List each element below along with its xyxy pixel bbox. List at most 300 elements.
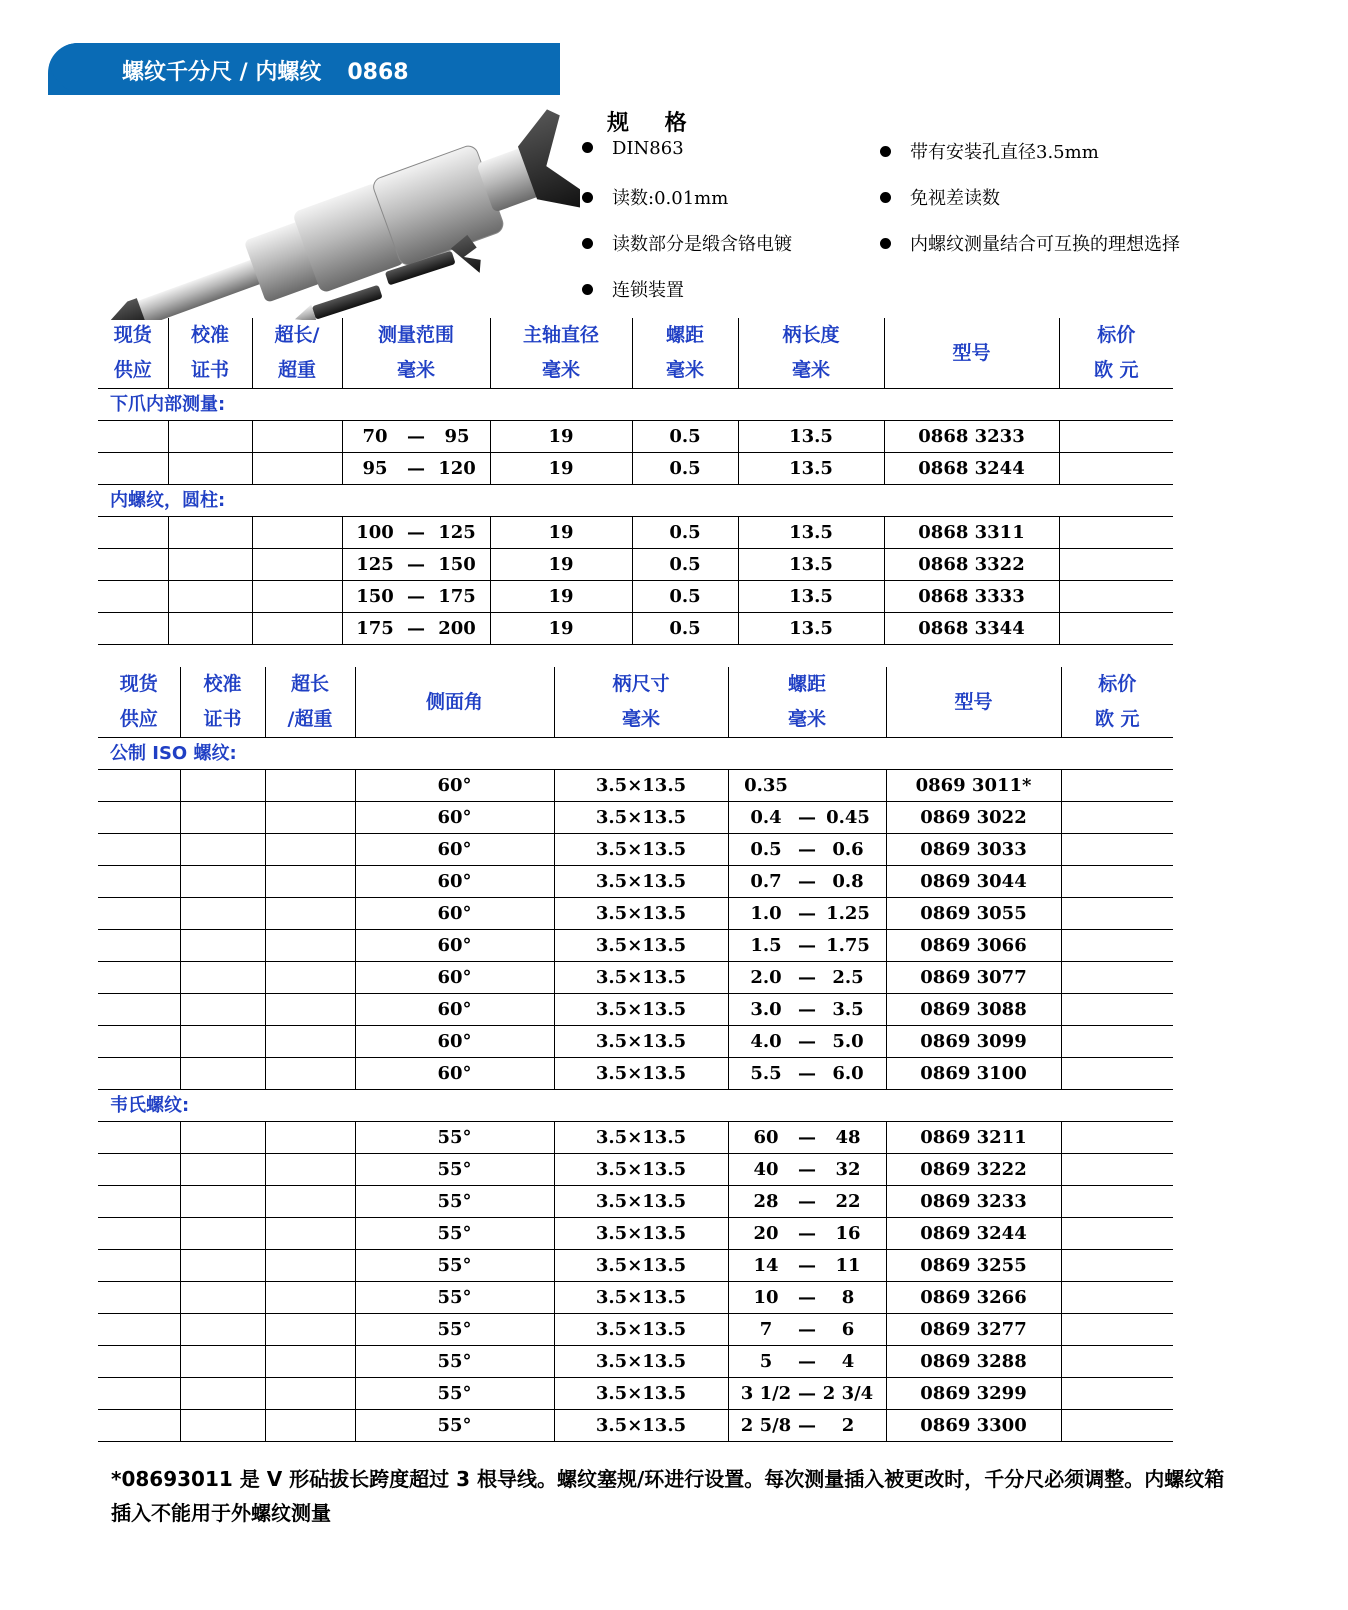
table-row: [98, 866, 1173, 898]
range-dash: —: [407, 426, 425, 447]
certificate-cell: [180, 1154, 265, 1186]
table-row: [98, 898, 1173, 930]
oversize-cell: [265, 994, 355, 1026]
shank-size-cell: 3.5×13.5: [554, 1378, 728, 1410]
range-dash: —: [798, 935, 816, 956]
flank-angle-cell: 55°: [355, 1154, 554, 1186]
range-cell: [728, 1378, 886, 1410]
oversize-cell: [265, 1250, 355, 1282]
certificate-cell: [180, 1314, 265, 1346]
model-cell: 0869 3099: [886, 1026, 1061, 1058]
shank-size-cell: 3.5×13.5: [554, 1058, 728, 1090]
column-header-line: 欧 元: [1093, 359, 1139, 381]
model-cell: 0869 3299: [886, 1378, 1061, 1410]
range-cell: [728, 834, 886, 866]
table-row: [98, 581, 1173, 613]
model-cell: 0869 3255: [886, 1250, 1061, 1282]
table-row: [98, 1314, 1173, 1346]
range-dash: —: [407, 618, 425, 639]
range-to: 3.5: [832, 999, 864, 1020]
certificate-cell: [180, 1218, 265, 1250]
range-cell: [728, 1218, 886, 1250]
range-cell: [728, 1346, 886, 1378]
oversize-cell: [252, 453, 342, 485]
table-row: [98, 962, 1173, 994]
flank-angle-cell: 60°: [355, 898, 554, 930]
price-cell: [1061, 802, 1173, 834]
range-dash: —: [798, 1191, 816, 1212]
flank-angle-cell: 60°: [355, 802, 554, 834]
shank-size-cell: 3.5×13.5: [554, 1186, 728, 1218]
range-from: 1.0: [750, 903, 782, 924]
flank-angle-cell: 55°: [355, 1186, 554, 1218]
spindle-diameter-cell: 19: [490, 613, 632, 645]
oversize-cell: [252, 581, 342, 613]
price-cell: [1059, 453, 1173, 485]
certificate-cell: [180, 1346, 265, 1378]
column-header-line: 证书: [203, 708, 242, 730]
range-from: 175: [356, 618, 394, 639]
stock-cell: [98, 613, 168, 645]
range-cell: [728, 802, 886, 834]
spindle-diameter-cell: 19: [490, 421, 632, 453]
table-row: [98, 1282, 1173, 1314]
range-cell: [342, 581, 490, 613]
range-dash: —: [407, 586, 425, 607]
certificate-cell: [180, 1026, 265, 1058]
column-header-line: 螺距: [665, 324, 704, 346]
spec-item: 读数:0.01mm: [582, 184, 728, 210]
price-cell: [1061, 1122, 1173, 1154]
range-cell: [728, 1122, 886, 1154]
stock-cell: [98, 1058, 180, 1090]
range-to: 175: [438, 586, 476, 607]
model-cell: 0869 3033: [886, 834, 1061, 866]
price-cell: [1059, 421, 1173, 453]
model-cell: 0869 3077: [886, 962, 1061, 994]
range-from: 4.0: [750, 1031, 782, 1052]
model-cell: 0868 3333: [884, 581, 1059, 613]
range-from: 0.5: [750, 839, 782, 860]
stock-cell: [98, 866, 180, 898]
certificate-cell: [180, 994, 265, 1026]
flank-angle-cell: 60°: [355, 866, 554, 898]
price-cell: [1061, 866, 1173, 898]
column-header-line: 超长: [290, 673, 329, 695]
flank-angle-cell: 60°: [355, 1058, 554, 1090]
table-row: [98, 1378, 1173, 1410]
model-cell: 0869 3222: [886, 1154, 1061, 1186]
table-row: [98, 453, 1173, 485]
certificate-cell: [180, 1122, 265, 1154]
price-cell: [1061, 1282, 1173, 1314]
table-row: [98, 834, 1173, 866]
range-from: 0.7: [750, 871, 782, 892]
stock-cell: [98, 1410, 180, 1442]
model-cell: 0868 3233: [884, 421, 1059, 453]
model-cell: 0869 3022: [886, 802, 1061, 834]
product-code: 0868: [347, 60, 409, 85]
certificate-cell: [180, 898, 265, 930]
range-from: 14: [753, 1255, 779, 1276]
column-header: [98, 667, 180, 738]
table-row: [98, 1154, 1173, 1186]
table-row: [98, 421, 1173, 453]
range-dash: —: [798, 1031, 816, 1052]
stock-cell: [98, 1026, 180, 1058]
column-header: [342, 318, 490, 389]
column-header-line: 证书: [190, 359, 229, 381]
column-header: [355, 667, 554, 738]
oversize-cell: [265, 866, 355, 898]
range-from: 20: [753, 1223, 779, 1244]
column-header-line: 毫米: [791, 359, 830, 381]
range-from: 100: [356, 522, 394, 543]
stock-cell: [98, 581, 168, 613]
section-row: [98, 1090, 1173, 1122]
range-to: 8: [841, 1287, 855, 1308]
model-cell: 0869 3066: [886, 930, 1061, 962]
footnote: *08693011 是 V 形砧拔长跨度超过 3 根导线。螺纹塞规/环进行设置。每次测量插入被更改时，千分尺必须调整。内螺纹箱插入不能用于外螺纹测量: [111, 1467, 1225, 1525]
oversize-cell: [252, 613, 342, 645]
table-row: [98, 1410, 1173, 1442]
range-from: 3 1/2: [740, 1383, 792, 1404]
range-to: 0.8: [832, 871, 864, 892]
oversize-cell: [252, 517, 342, 549]
column-header-line: 毫米: [621, 708, 660, 730]
table-row: [98, 517, 1173, 549]
oversize-cell: [265, 1218, 355, 1250]
spec-item: 免视差读数: [880, 184, 1000, 210]
table-row: [98, 1346, 1173, 1378]
oversize-cell: [265, 1410, 355, 1442]
shank-size-cell: 3.5×13.5: [554, 1282, 728, 1314]
column-header-line: 校准: [190, 324, 229, 346]
shank-size-cell: 3.5×13.5: [554, 770, 728, 802]
range-to: 11: [835, 1255, 861, 1276]
range-to: 0.45: [826, 807, 870, 828]
section-title: 内螺纹，圆柱:: [98, 485, 1173, 517]
table-internal-measurement: [98, 318, 1173, 645]
spec-item: DIN863: [582, 138, 684, 159]
column-header: [490, 318, 632, 389]
model-cell: 0869 3266: [886, 1282, 1061, 1314]
oversize-cell: [265, 1058, 355, 1090]
flank-angle-cell: 60°: [355, 1026, 554, 1058]
column-header-line: 测量范围: [377, 324, 454, 346]
model-cell: 0868 3344: [884, 613, 1059, 645]
range-cell: [728, 994, 886, 1026]
column-header: [886, 667, 1061, 738]
shank-size-cell: 3.5×13.5: [554, 1122, 728, 1154]
oversize-cell: [265, 1122, 355, 1154]
table-row: [98, 549, 1173, 581]
range-to: 125: [438, 522, 476, 543]
price-cell: [1059, 517, 1173, 549]
range-dash: —: [798, 1383, 816, 1404]
range-to: 95: [444, 426, 470, 447]
certificate-cell: [168, 549, 252, 581]
stock-cell: [98, 898, 180, 930]
model-cell: 0869 3088: [886, 994, 1061, 1026]
price-cell: [1061, 898, 1173, 930]
shank-size-cell: 3.5×13.5: [554, 1154, 728, 1186]
range-dash: —: [798, 967, 816, 988]
shank-size-cell: 3.5×13.5: [554, 994, 728, 1026]
pitch-cell: 0.5: [632, 613, 738, 645]
column-header-line: 螺距: [787, 673, 826, 695]
stock-cell: [98, 421, 168, 453]
shank-size-cell: 3.5×13.5: [554, 1314, 728, 1346]
column-header-line: 毫米: [541, 359, 580, 381]
oversize-cell: [265, 1186, 355, 1218]
range-dash: —: [798, 839, 816, 860]
range-from: 7: [759, 1319, 773, 1340]
flank-angle-cell: 55°: [355, 1122, 554, 1154]
model-cell: 0869 3055: [886, 898, 1061, 930]
range-cell: [728, 1282, 886, 1314]
column-header-line: 毫米: [396, 359, 435, 381]
shank-length-cell: 13.5: [738, 549, 884, 581]
shank-size-cell: 3.5×13.5: [554, 802, 728, 834]
column-header-line: 标价: [1098, 673, 1137, 695]
certificate-cell: [180, 1186, 265, 1218]
range-to: 0.6: [832, 839, 864, 860]
stock-cell: [98, 1250, 180, 1282]
certificate-cell: [180, 802, 265, 834]
range-cell: [728, 1250, 886, 1282]
range-cell: [342, 453, 490, 485]
certificate-cell: [168, 613, 252, 645]
certificate-cell: [180, 866, 265, 898]
column-header: [632, 318, 738, 389]
range-to: 48: [835, 1127, 861, 1148]
price-cell: [1061, 1410, 1173, 1442]
range-to: 120: [438, 458, 476, 479]
price-cell: [1061, 994, 1173, 1026]
table-row: [98, 994, 1173, 1026]
table-row: [98, 930, 1173, 962]
column-header-line: 供应: [113, 359, 152, 381]
range-to: 6: [841, 1319, 855, 1340]
column-header-line: 型号: [954, 690, 993, 713]
range-cell: [728, 1058, 886, 1090]
certificate-cell: [180, 1410, 265, 1442]
range-dash: —: [798, 999, 816, 1020]
table-row: [98, 1186, 1173, 1218]
range-cell: [728, 1314, 886, 1346]
shank-size-cell: 3.5×13.5: [554, 866, 728, 898]
column-header-line: 柄尺寸: [612, 673, 670, 695]
model-cell: 0869 3277: [886, 1314, 1061, 1346]
flank-angle-cell: 60°: [355, 930, 554, 962]
price-cell: [1061, 1250, 1173, 1282]
oversize-cell: [265, 898, 355, 930]
certificate-cell: [168, 581, 252, 613]
spec-item: 读数部分是缎含铬电镀: [582, 230, 792, 256]
column-header: [265, 667, 355, 738]
range-from: 0.4: [750, 807, 782, 828]
column-header-line: 毫米: [665, 359, 704, 381]
range-dash: —: [798, 1127, 816, 1148]
range-to: 32: [835, 1159, 861, 1180]
flank-angle-cell: 60°: [355, 770, 554, 802]
model-cell: 0869 3288: [886, 1346, 1061, 1378]
section-row: [98, 485, 1173, 517]
range-dash: —: [798, 1063, 816, 1084]
stock-cell: [98, 1346, 180, 1378]
certificate-cell: [180, 1282, 265, 1314]
oversize-cell: [265, 1154, 355, 1186]
column-header: [98, 318, 168, 389]
column-header: [1059, 318, 1173, 389]
column-header: [1061, 667, 1173, 738]
oversize-cell: [265, 1346, 355, 1378]
stock-cell: [98, 549, 168, 581]
section-row: [98, 738, 1173, 770]
range-to: 200: [438, 618, 476, 639]
model-cell: 0869 3100: [886, 1058, 1061, 1090]
column-header-line: 型号: [952, 341, 991, 364]
shank-length-cell: 13.5: [738, 421, 884, 453]
table-row: [98, 1122, 1173, 1154]
range-from: 1.5: [750, 935, 782, 956]
range-from: 40: [753, 1159, 779, 1180]
price-cell: [1061, 1186, 1173, 1218]
range-from: 3.0: [750, 999, 782, 1020]
range-to: 6.0: [832, 1063, 864, 1084]
range-cell: [728, 962, 886, 994]
column-header: [738, 318, 884, 389]
range-dash: —: [798, 1351, 816, 1372]
oversize-cell: [265, 802, 355, 834]
certificate-cell: [180, 962, 265, 994]
price-cell: [1061, 834, 1173, 866]
model-cell: 0869 3011*: [886, 770, 1061, 802]
range-to: 5.0: [832, 1031, 864, 1052]
range-cell: [342, 549, 490, 581]
shank-length-cell: 13.5: [738, 613, 884, 645]
stock-cell: [98, 834, 180, 866]
flank-angle-cell: 55°: [355, 1218, 554, 1250]
shank-size-cell: 3.5×13.5: [554, 962, 728, 994]
stock-cell: [98, 1218, 180, 1250]
range-dash: —: [798, 1415, 816, 1436]
range-cell: [728, 1186, 886, 1218]
stock-cell: [98, 994, 180, 1026]
pitch-cell: 0.5: [632, 421, 738, 453]
range-from: 10: [753, 1287, 779, 1308]
range-from: 5: [759, 1351, 773, 1372]
spec-title: 规 格: [607, 111, 701, 136]
column-header: [252, 318, 342, 389]
section-title: 韦氏螺纹:: [98, 1090, 1173, 1122]
range-to: 4: [841, 1351, 855, 1372]
range-cell: [342, 517, 490, 549]
range-dash: —: [798, 807, 816, 828]
table-row: [98, 1250, 1173, 1282]
flank-angle-cell: 55°: [355, 1410, 554, 1442]
pitch-cell: 0.5: [632, 453, 738, 485]
column-header-line: 现货: [119, 673, 158, 695]
price-cell: [1059, 549, 1173, 581]
column-header-line: 超重: [277, 359, 316, 381]
stock-cell: [98, 1314, 180, 1346]
shank-size-cell: 3.5×13.5: [554, 1218, 728, 1250]
oversize-cell: [265, 930, 355, 962]
flank-angle-cell: 60°: [355, 994, 554, 1026]
range-cell: [342, 421, 490, 453]
range-from: 125: [356, 554, 394, 575]
range-to: 1.75: [826, 935, 870, 956]
certificate-cell: [168, 421, 252, 453]
shank-size-cell: 3.5×13.5: [554, 898, 728, 930]
shank-size-cell: 3.5×13.5: [554, 1410, 728, 1442]
column-header-line: /超重: [287, 708, 333, 730]
range-dash: —: [798, 871, 816, 892]
stock-cell: [98, 1282, 180, 1314]
range-cell: [728, 1026, 886, 1058]
model-cell: 0869 3233: [886, 1186, 1061, 1218]
banner-title: 螺纹千分尺 / 内螺纹 0868: [122, 60, 409, 85]
range-from: 150: [356, 586, 394, 607]
range-dash: —: [407, 458, 425, 479]
table-row: [98, 802, 1173, 834]
range-dash: —: [407, 522, 425, 543]
table-row: [98, 1218, 1173, 1250]
range-to: 2.5: [832, 967, 864, 988]
price-cell: [1059, 581, 1173, 613]
oversize-cell: [265, 962, 355, 994]
section-title: 公制 ISO 螺纹:: [98, 738, 1173, 770]
range-dash: —: [798, 1223, 816, 1244]
flank-angle-cell: 55°: [355, 1282, 554, 1314]
spec-item: 带有安装孔直径3.5mm: [880, 138, 1099, 164]
range-dash: —: [407, 554, 425, 575]
range-to: 16: [835, 1223, 861, 1244]
stock-cell: [98, 1378, 180, 1410]
column-header-line: 主轴直径: [522, 324, 599, 346]
spec-item: 内螺纹测量结合可互换的理想选择: [880, 230, 1180, 256]
shank-length-cell: 13.5: [738, 581, 884, 613]
range-dash: —: [798, 1319, 816, 1340]
column-header: [728, 667, 886, 738]
shank-size-cell: 3.5×13.5: [554, 1250, 728, 1282]
flank-angle-cell: 55°: [355, 1378, 554, 1410]
range-to: 2 3/4: [822, 1383, 874, 1404]
shank-length-cell: 13.5: [738, 453, 884, 485]
range-from: 60: [753, 1127, 779, 1148]
flank-angle-cell: 55°: [355, 1346, 554, 1378]
oversize-cell: [265, 1378, 355, 1410]
spec-item: 连锁装置: [582, 276, 684, 302]
column-header: [884, 318, 1059, 389]
model-cell: 0869 3044: [886, 866, 1061, 898]
price-cell: [1061, 1314, 1173, 1346]
certificate-cell: [180, 1250, 265, 1282]
column-header: [554, 667, 728, 738]
range-cell: [728, 898, 886, 930]
model-cell: 0868 3244: [884, 453, 1059, 485]
shank-size-cell: 3.5×13.5: [554, 1026, 728, 1058]
range-to: 22: [835, 1191, 861, 1212]
flank-angle-cell: 55°: [355, 1250, 554, 1282]
range-from: 5.5: [750, 1063, 782, 1084]
column-header: [168, 318, 252, 389]
shank-length-cell: 13.5: [738, 517, 884, 549]
section-row: [98, 389, 1173, 421]
range-cell: [728, 1154, 886, 1186]
